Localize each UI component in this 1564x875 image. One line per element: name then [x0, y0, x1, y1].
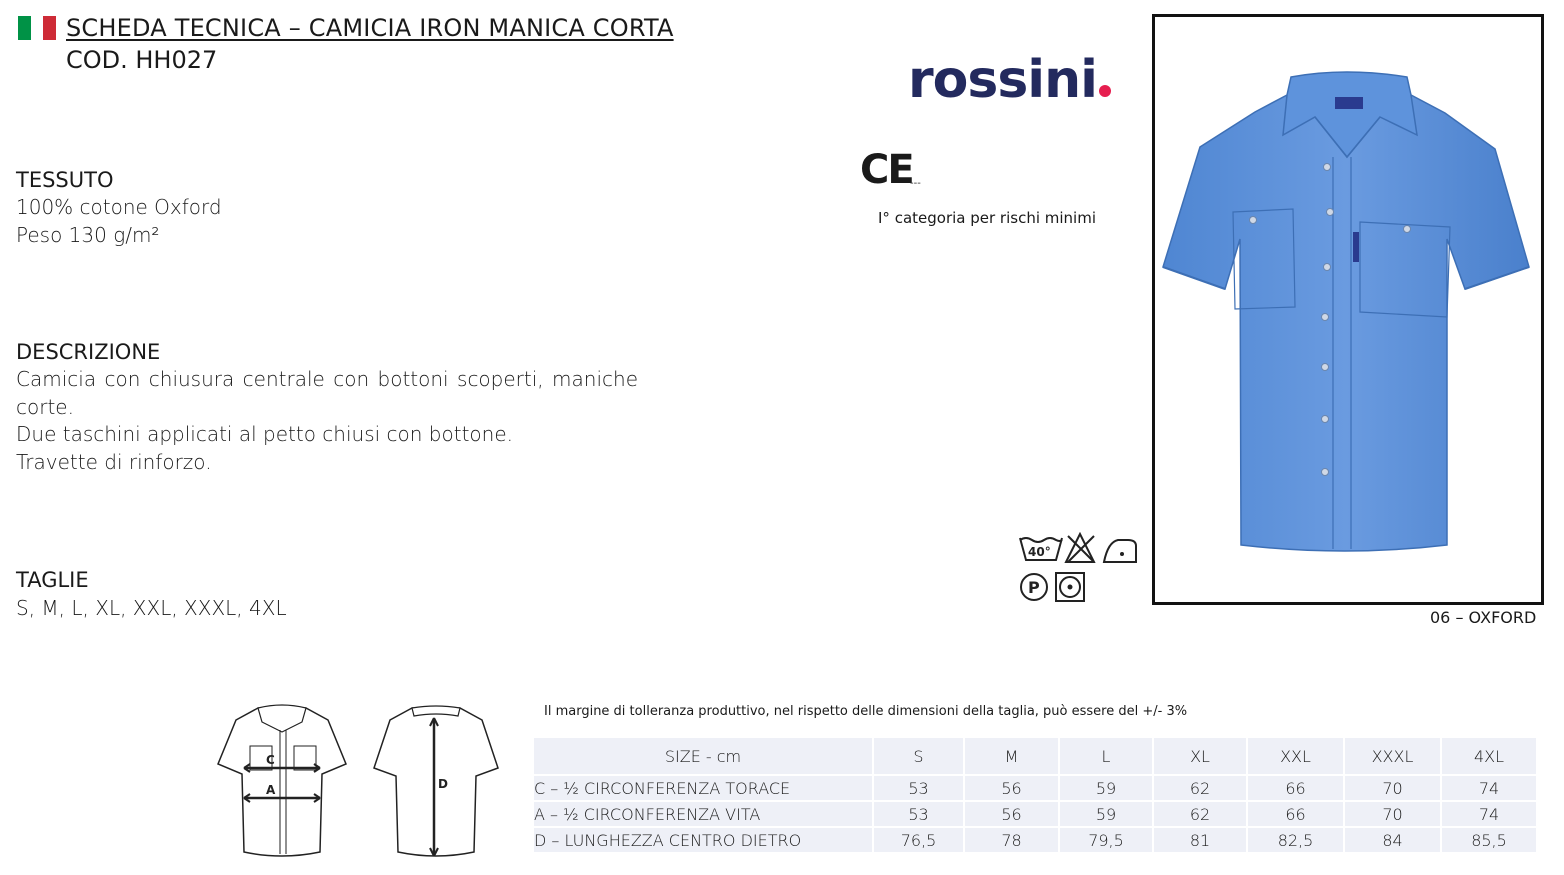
- measure-value: 59: [1060, 776, 1152, 800]
- fabric-composition: 100% cotone Oxford: [16, 195, 222, 219]
- brand-logo-dot: [1099, 85, 1111, 97]
- size-header-cell: S: [874, 738, 963, 774]
- measure-value: 81: [1154, 828, 1246, 852]
- measure-name: D – LUNGHEZZA CENTRO DIETRO: [534, 828, 872, 852]
- size-header-cell: XXXL: [1345, 738, 1440, 774]
- size-table-header: [534, 738, 1536, 774]
- measure-name: A – ½ CIRCONFERENZA VITA: [534, 802, 872, 826]
- sizes-heading: TAGLIE: [16, 568, 89, 592]
- sizes-list: S, M, L, XL, XXL, XXXL, 4XL: [16, 596, 287, 620]
- measure-value: 70: [1345, 776, 1440, 800]
- svg-text:40°: 40°: [1028, 545, 1051, 559]
- italy-flag-icon: [18, 16, 56, 40]
- description-body: [16, 366, 638, 476]
- measure-value: 84: [1345, 828, 1440, 852]
- measure-value: 62: [1154, 776, 1246, 800]
- size-header-cell: 4XL: [1442, 738, 1536, 774]
- measure-value: 56: [965, 802, 1058, 826]
- measure-value: 70: [1345, 802, 1440, 826]
- description-paragraph: Travette di rinforzo.: [16, 449, 212, 474]
- measure-value: 53: [874, 776, 963, 800]
- measure-label-d: D: [438, 777, 448, 791]
- tumble-dry-icon: [1056, 573, 1084, 601]
- measure-value: 53: [874, 802, 963, 826]
- measure-value: 66: [1248, 776, 1343, 800]
- measure-value: 59: [1060, 802, 1152, 826]
- measure-value: 66: [1248, 802, 1343, 826]
- description-paragraph: Camicia con chiusura centrale con bottoni scoperti, maniche corte.: [16, 367, 638, 419]
- table-row: [534, 802, 1536, 826]
- brand-logo: [908, 50, 1111, 110]
- size-header-cell: SIZE - cm: [534, 738, 872, 774]
- size-header-cell: M: [965, 738, 1058, 774]
- measure-value: 62: [1154, 802, 1246, 826]
- ce-mark-suffix: ---: [910, 178, 921, 189]
- table-row: [534, 828, 1536, 852]
- measure-value: 85,5: [1442, 828, 1536, 852]
- table-row: [534, 776, 1536, 800]
- brand-name: rossini: [908, 50, 1097, 110]
- tolerance-note: Il margine di tolleranza produttivo, nel rispetto delle dimensioni della taglia, può essere del +/- 3%: [544, 704, 1188, 719]
- measure-value: 79,5: [1060, 828, 1152, 852]
- size-table: [532, 736, 1538, 854]
- measure-value: 74: [1442, 802, 1536, 826]
- measure-label-a: A: [266, 783, 276, 797]
- fabric-weight: Peso 130 g/m²: [16, 223, 160, 247]
- svg-text:P: P: [1028, 578, 1040, 597]
- color-label: 06 – OXFORD: [1430, 608, 1537, 627]
- care-icons: [1018, 532, 1142, 608]
- measure-label-c: C: [266, 753, 275, 767]
- fabric-heading: TESSUTO: [16, 168, 114, 192]
- measure-value: 76,5: [874, 828, 963, 852]
- measure-value: 82,5: [1248, 828, 1343, 852]
- product-photo: [1152, 14, 1544, 605]
- ce-mark: CE: [860, 147, 913, 193]
- no-bleach-icon: [1066, 534, 1094, 562]
- document-title: SCHEDA TECNICA – CAMICIA IRON MANICA CORTA: [66, 14, 674, 42]
- measure-name: C – ½ CIRCONFERENZA TORACE: [534, 776, 872, 800]
- wash-40-icon: [1020, 538, 1062, 560]
- description-paragraph: Due taschini applicati al petto chiusi con bottone.: [16, 422, 513, 446]
- ce-category: I° categoria per rischi minimi: [878, 209, 1096, 227]
- description-heading: DESCRIZIONE: [16, 340, 161, 364]
- measure-value: 56: [965, 776, 1058, 800]
- size-header-cell: XL: [1154, 738, 1246, 774]
- iron-low-icon: [1104, 540, 1136, 562]
- size-header-cell: XXL: [1248, 738, 1343, 774]
- shirt-back-diagram: [372, 702, 502, 866]
- dry-clean-p-icon: [1021, 574, 1047, 600]
- size-header-cell: L: [1060, 738, 1152, 774]
- measure-value: 78: [965, 828, 1058, 852]
- product-code: COD. HH027: [66, 46, 218, 74]
- measure-value: 74: [1442, 776, 1536, 800]
- shirt-front-diagram: [216, 702, 348, 866]
- shirt-photo-image: [1155, 17, 1541, 602]
